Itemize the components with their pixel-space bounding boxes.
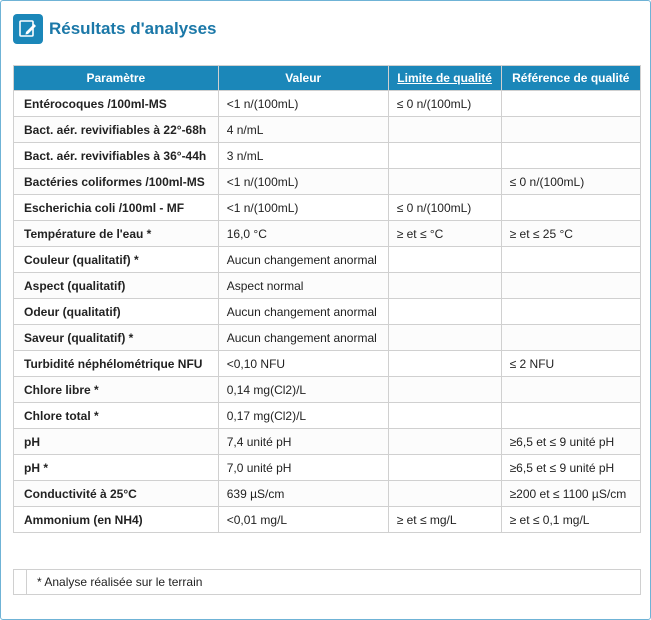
- cell-valeur: 7,0 unité pH: [218, 455, 388, 481]
- column-header-reference: Référence de qualité: [501, 66, 640, 91]
- cell-parametre: Bact. aér. revivifiables à 36°-44h: [14, 143, 219, 169]
- cell-parametre: Chlore libre *: [14, 377, 219, 403]
- table-row: [14, 455, 641, 481]
- cell-valeur: <1 n/(100mL): [218, 195, 388, 221]
- cell-reference: ≥ et ≤ 25 °C: [501, 221, 640, 247]
- cell-valeur: 7,4 unité pH: [218, 429, 388, 455]
- cell-parametre: Entérocoques /100ml-MS: [14, 91, 219, 117]
- table-row: [14, 325, 641, 351]
- cell-reference: [501, 91, 640, 117]
- cell-parametre: Ammonium (en NH4): [14, 507, 219, 533]
- table-row: [14, 221, 641, 247]
- cell-parametre: Conductivité à 25°C: [14, 481, 219, 507]
- cell-limite: [388, 481, 501, 507]
- column-header-parametre: Paramètre: [14, 66, 219, 91]
- cell-valeur: <0,01 mg/L: [218, 507, 388, 533]
- cell-valeur: <1 n/(100mL): [218, 91, 388, 117]
- cell-parametre: Température de l'eau *: [14, 221, 219, 247]
- cell-valeur: Aucun changement anormal: [218, 247, 388, 273]
- table-row: [14, 403, 641, 429]
- cell-valeur: 0,17 mg(Cl2)/L: [218, 403, 388, 429]
- panel-header: [13, 13, 217, 45]
- cell-limite: [388, 117, 501, 143]
- table-row: [14, 143, 641, 169]
- cell-parametre: Aspect (qualitatif): [14, 273, 219, 299]
- cell-limite: ≤ 0 n/(100mL): [388, 195, 501, 221]
- table-row: [14, 377, 641, 403]
- table-row: [14, 429, 641, 455]
- cell-parametre: pH: [14, 429, 219, 455]
- cell-parametre: Couleur (qualitatif) *: [14, 247, 219, 273]
- cell-parametre: Odeur (qualitatif): [14, 299, 219, 325]
- table-row: [14, 247, 641, 273]
- cell-reference: [501, 195, 640, 221]
- results-table: [13, 65, 641, 533]
- cell-reference: [501, 143, 640, 169]
- cell-valeur: 4 n/mL: [218, 117, 388, 143]
- cell-valeur: 16,0 °C: [218, 221, 388, 247]
- cell-limite: [388, 143, 501, 169]
- table-row: [14, 195, 641, 221]
- cell-reference: ≤ 0 n/(100mL): [501, 169, 640, 195]
- table-row: [14, 273, 641, 299]
- table-header-row: [14, 66, 641, 91]
- cell-reference: [501, 247, 640, 273]
- table-row: [14, 299, 641, 325]
- cell-reference: [501, 299, 640, 325]
- cell-valeur: 3 n/mL: [218, 143, 388, 169]
- table-row: [14, 507, 641, 533]
- cell-limite: [388, 351, 501, 377]
- cell-reference: [501, 377, 640, 403]
- cell-valeur: Aucun changement anormal: [218, 299, 388, 325]
- cell-parametre: Bact. aér. revivifiables à 22°-68h: [14, 117, 219, 143]
- cell-reference: ≤ 2 NFU: [501, 351, 640, 377]
- column-header-valeur: Valeur: [218, 66, 388, 91]
- cell-reference: ≥6,5 et ≤ 9 unité pH: [501, 455, 640, 481]
- cell-limite: [388, 273, 501, 299]
- cell-limite: ≥ et ≤ mg/L: [388, 507, 501, 533]
- table-row: [14, 117, 641, 143]
- cell-parametre: Chlore total *: [14, 403, 219, 429]
- cell-limite: ≤ 0 n/(100mL): [388, 91, 501, 117]
- cell-parametre: Escherichia coli /100ml - MF: [14, 195, 219, 221]
- cell-limite: [388, 429, 501, 455]
- cell-parametre: Saveur (qualitatif) *: [14, 325, 219, 351]
- cell-reference: ≥ et ≤ 0,1 mg/L: [501, 507, 640, 533]
- cell-reference: [501, 325, 640, 351]
- cell-valeur: Aspect normal: [218, 273, 388, 299]
- footnote-box: [13, 569, 641, 595]
- cell-reference: ≥200 et ≤ 1100 µS/cm: [501, 481, 640, 507]
- page-title: Résultats d'analyses: [49, 19, 217, 38]
- cell-parametre: Turbidité néphélométrique NFU: [14, 351, 219, 377]
- cell-limite: [388, 377, 501, 403]
- cell-limite: [388, 403, 501, 429]
- cell-parametre: pH *: [14, 455, 219, 481]
- cell-limite: [388, 169, 501, 195]
- footnote-text: * Analyse réalisée sur le terrain: [37, 575, 203, 589]
- cell-parametre: Bactéries coliformes /100ml-MS: [14, 169, 219, 195]
- table-row: [14, 351, 641, 377]
- cell-limite: [388, 325, 501, 351]
- cell-limite: [388, 299, 501, 325]
- cell-valeur: 639 µS/cm: [218, 481, 388, 507]
- table-row: [14, 91, 641, 117]
- table-row: [14, 481, 641, 507]
- cell-valeur: <0,10 NFU: [218, 351, 388, 377]
- cell-limite: [388, 455, 501, 481]
- cell-valeur: 0,14 mg(Cl2)/L: [218, 377, 388, 403]
- cell-limite: [388, 247, 501, 273]
- cell-reference: [501, 273, 640, 299]
- cell-limite: ≥ et ≤ °C: [388, 221, 501, 247]
- footnote-gutter: [14, 570, 27, 594]
- edit-document-icon: [13, 14, 43, 44]
- column-header-limite-link[interactable]: Limite de qualité: [388, 66, 501, 91]
- table-row: [14, 169, 641, 195]
- cell-reference: [501, 117, 640, 143]
- cell-reference: ≥6,5 et ≤ 9 unité pH: [501, 429, 640, 455]
- cell-valeur: <1 n/(100mL): [218, 169, 388, 195]
- cell-reference: [501, 403, 640, 429]
- cell-valeur: Aucun changement anormal: [218, 325, 388, 351]
